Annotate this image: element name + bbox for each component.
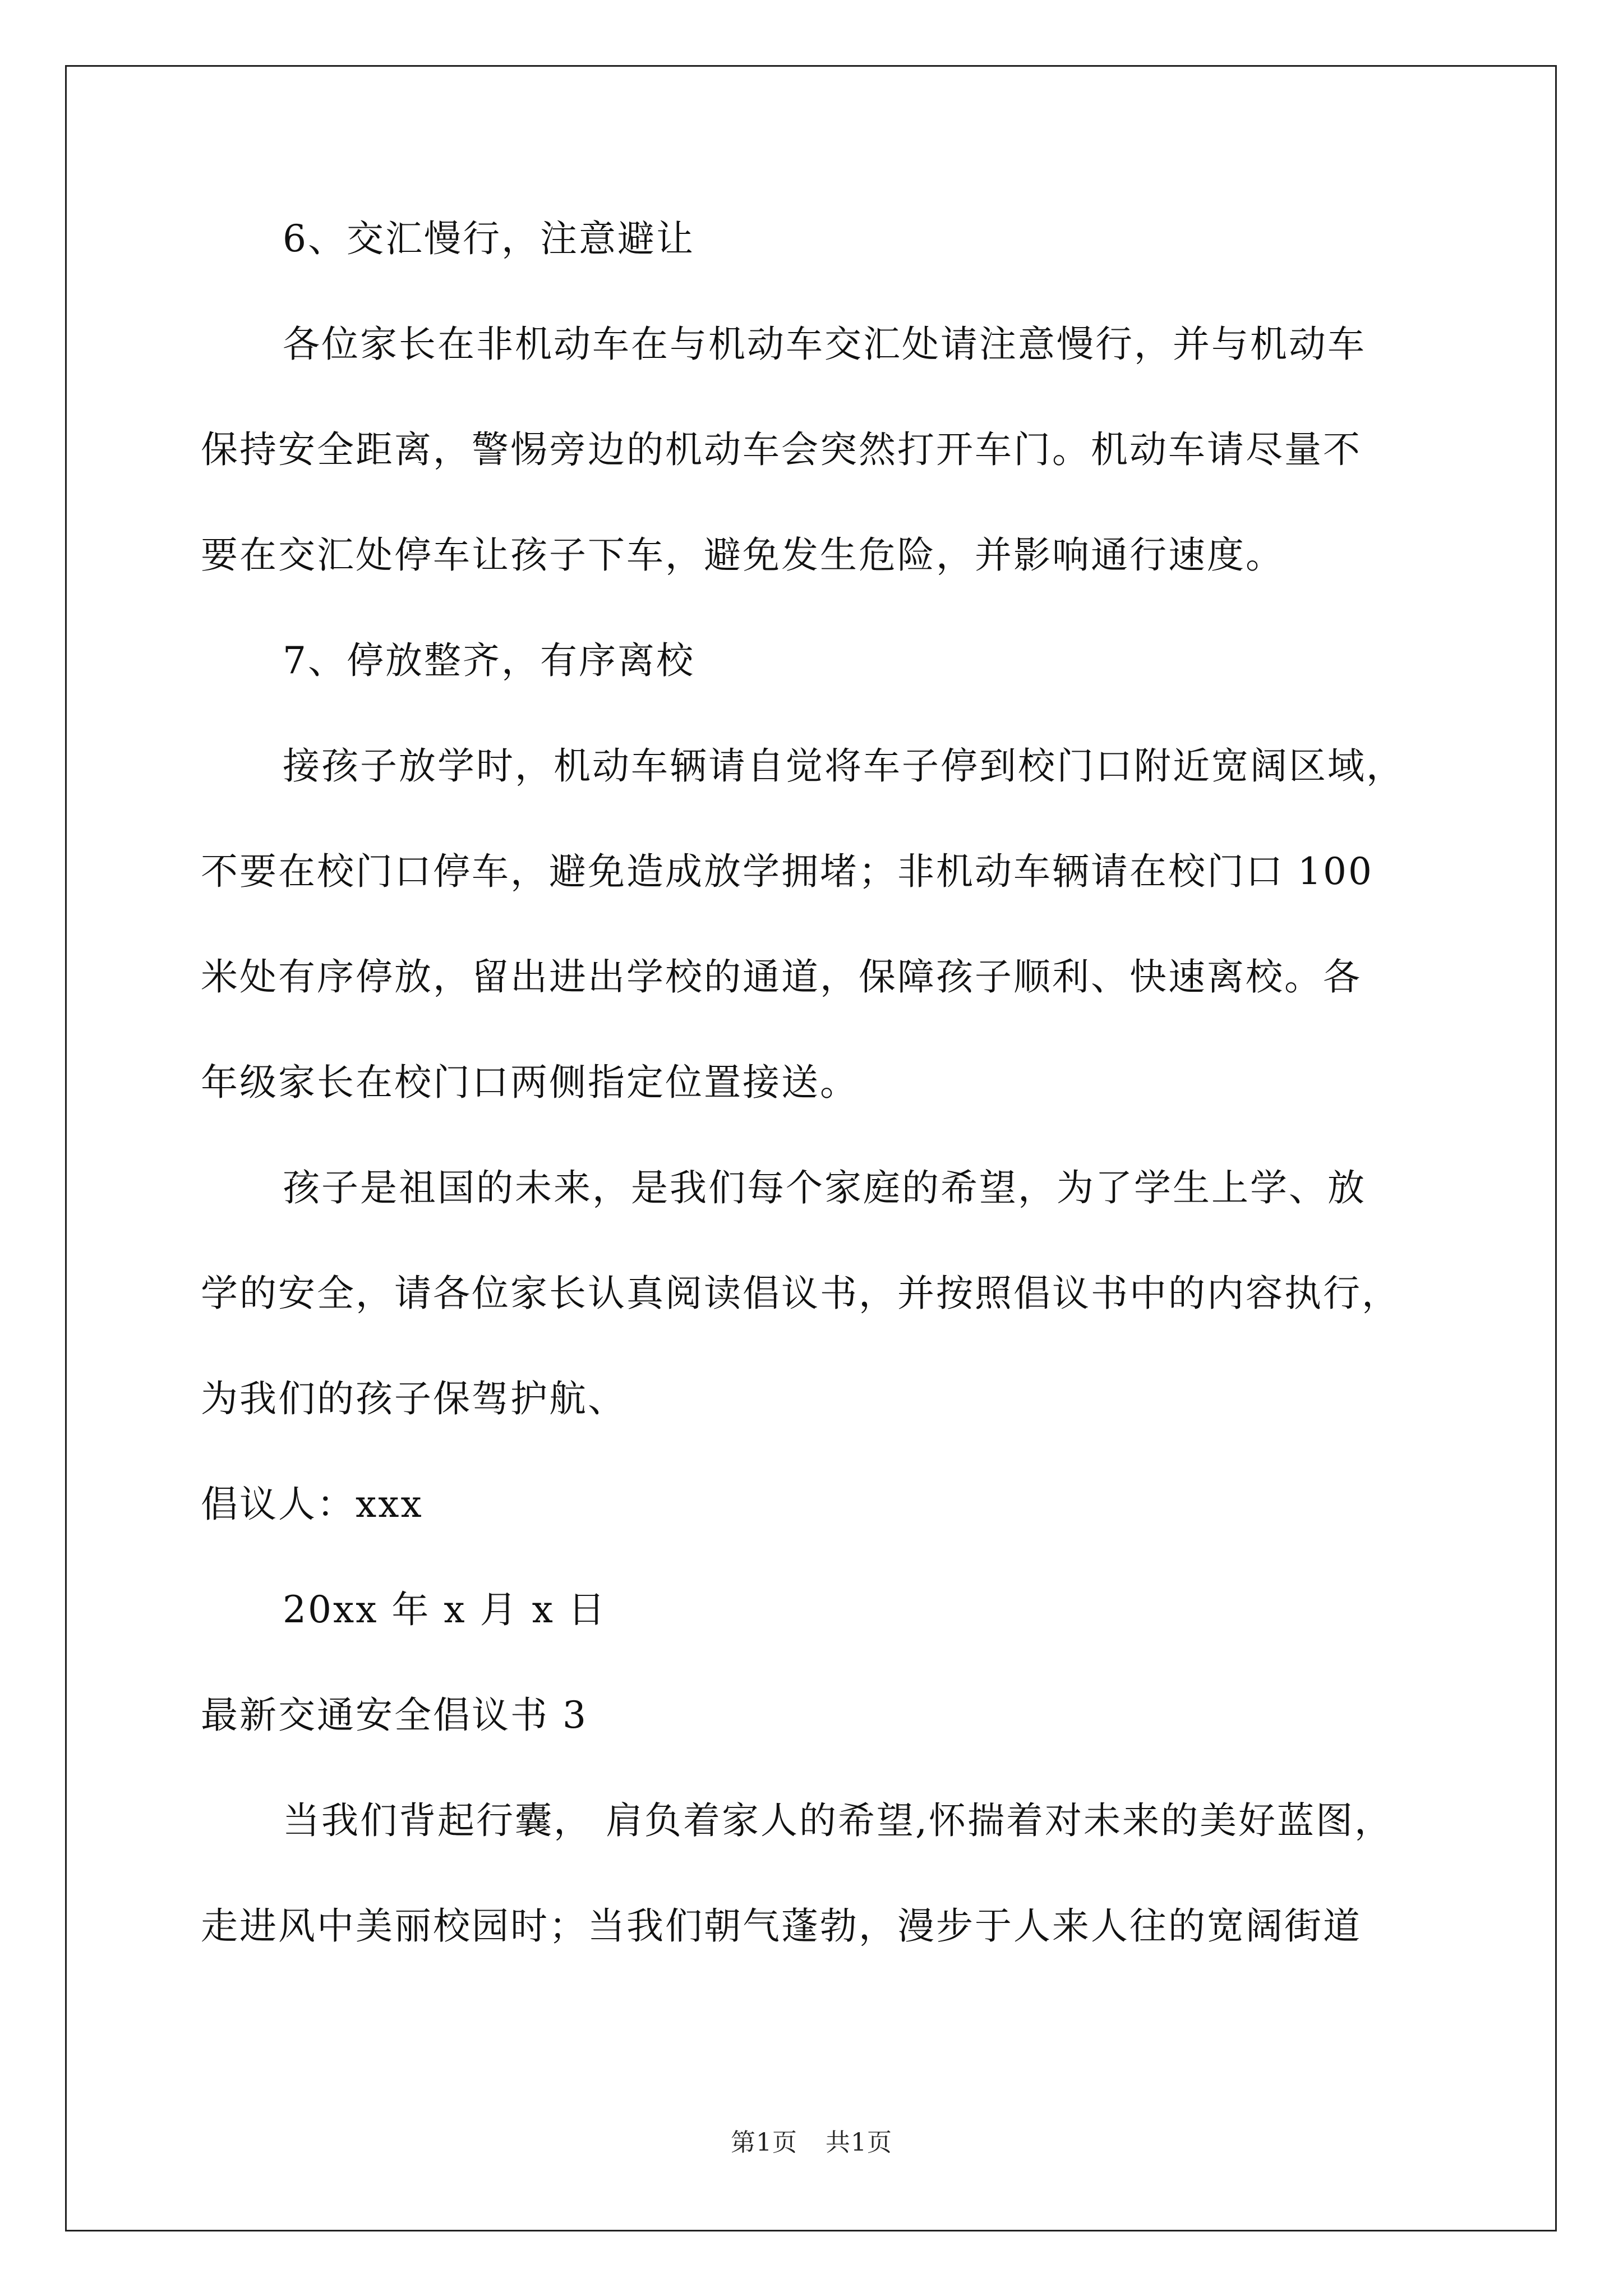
document-title-3: 最新交通安全倡议书 3 (201, 1694, 588, 1737)
paragraph-line: 米处有序停放，留出进出学校的通道，保障孩子顺利、快速离校。各 (201, 955, 1362, 999)
paragraph-line: 年级家长在校门口两侧指定位置接送。 (201, 1061, 859, 1104)
paragraph-line: 保持安全距离，警惕旁边的机动车会突然打开车门。机动车请尽量不 (201, 428, 1362, 471)
paragraph-line: 不要在校门口停车，避免造成放学拥堵；非机动车辆请在校门口 100 (201, 850, 1373, 893)
paragraph-line: 为我们的孩子保驾护航、 (201, 1377, 626, 1420)
paragraph-line: 走进风中美丽校园时；当我们朝气蓬勃，漫步于人来人往的宽阔街道 (201, 1904, 1362, 1948)
page-number: 第1页 (731, 2128, 797, 2157)
page-total: 共1页 (826, 2128, 892, 2157)
paragraph-line: 学的安全，请各位家长认真阅读倡议书，并按照倡议书中的内容执行， (201, 1272, 1400, 1315)
section-heading-6: 6、交汇慢行，注意避让 (283, 217, 695, 260)
paragraph-line: 当我们背起行囊， 肩负着家人的希望,怀揣着对未来的美好蓝图， (283, 1799, 1393, 1842)
page-footer (0, 2126, 1623, 2160)
paragraph-line: 各位家长在非机动车在与机动车交汇处请注意慢行，并与机动车 (283, 323, 1366, 366)
paragraph-line: 孩子是祖国的未来，是我们每个家庭的希望，为了学生上学、放 (283, 1166, 1366, 1209)
date-line: 20xx 年 x 月 x 日 (283, 1588, 607, 1631)
paragraph-line: 要在交汇处停车让孩子下车，避免发生危险，并影响通行速度。 (201, 533, 1284, 577)
section-heading-7: 7、停放整齐，有序离校 (283, 639, 695, 682)
document-body (201, 213, 1429, 1952)
signatory-line: 倡议人：xxx (201, 1483, 423, 1526)
paragraph-line: 接孩子放学时，机动车辆请自觉将车子停到校门口附近宽阔区域， (283, 744, 1405, 788)
